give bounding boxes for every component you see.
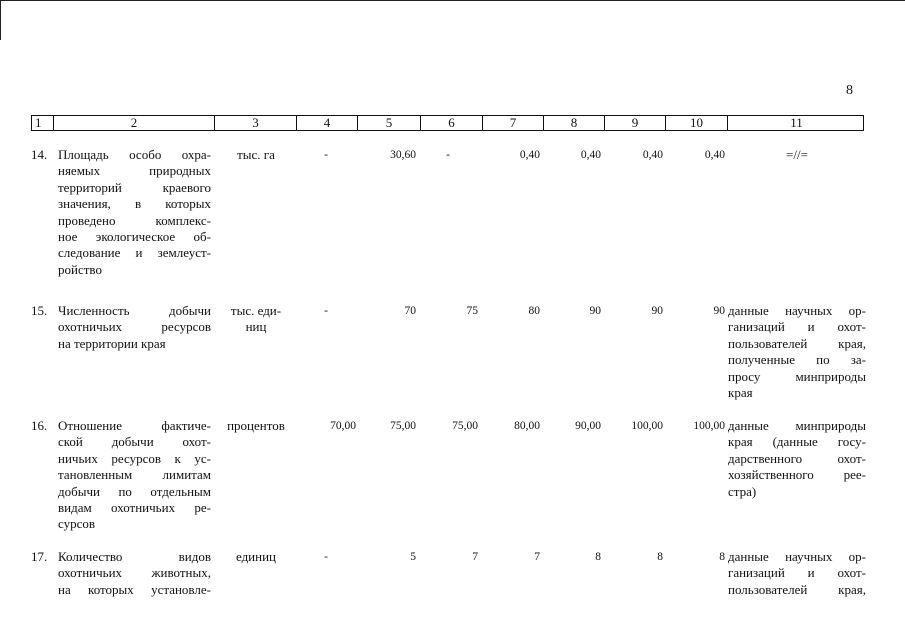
value-col-8: 90,00 bbox=[575, 420, 601, 432]
indicator-name-line: следование и землеуст- bbox=[58, 245, 211, 261]
unit-of-measure: тыс. га bbox=[237, 147, 275, 162]
value-col-9: 8 bbox=[657, 551, 663, 563]
indicator-name bbox=[58, 418, 211, 533]
data-source-line: края bbox=[728, 385, 753, 401]
indicator-name-line: ройство bbox=[58, 261, 102, 277]
indicator-name-line: ской добычи охот- bbox=[58, 434, 211, 450]
data-source-line: данные научных ор- bbox=[728, 549, 866, 564]
indicator-name-line: Численность добычи bbox=[58, 303, 211, 318]
value-col-10: 8 bbox=[719, 551, 725, 563]
value-col-9: 0,40 bbox=[642, 149, 663, 161]
indicator-name-line: сурсов bbox=[58, 516, 96, 532]
indicator-name bbox=[58, 147, 211, 278]
data-source-line: полученные по за- bbox=[728, 352, 866, 368]
data-source-line: края (данные госу- bbox=[728, 434, 866, 450]
data-source: =//= bbox=[786, 147, 808, 162]
column-header-7: 7 bbox=[483, 116, 544, 130]
data-source-line: стра) bbox=[728, 483, 757, 499]
indicator-name-line: ное экологическое об- bbox=[58, 229, 211, 245]
page-number: 8 bbox=[846, 83, 853, 98]
data-source-line: ганизаций и охот- bbox=[728, 319, 866, 335]
value-col-4: - bbox=[324, 551, 328, 563]
value-col-4: 70,00 bbox=[330, 420, 356, 432]
unit-of-measure: единиц bbox=[235, 549, 277, 564]
data-source-line: дарственного охот- bbox=[728, 450, 866, 466]
indicator-name-line: охотничьих животных, bbox=[58, 565, 211, 581]
value-col-6: - bbox=[446, 149, 450, 161]
indicator-name-line: территорий краевого bbox=[58, 179, 211, 195]
indicator-name bbox=[58, 303, 211, 352]
indicator-name bbox=[58, 549, 211, 598]
row-number: 15. bbox=[31, 303, 48, 318]
row-number: 16. bbox=[31, 418, 48, 433]
value-col-4: - bbox=[324, 149, 328, 161]
indicator-name-line: видам охотничьих ре- bbox=[58, 500, 211, 516]
column-number-header-row bbox=[31, 115, 864, 131]
indicator-name-line: проведено комплекс- bbox=[58, 212, 211, 228]
column-header-8: 8 bbox=[544, 116, 605, 130]
indicator-name-line: значения, в которых bbox=[58, 196, 211, 212]
indicator-name-line: Площадь особо охра- bbox=[58, 147, 211, 162]
value-col-9: 90 bbox=[651, 305, 663, 317]
value-col-5: 75,00 bbox=[390, 420, 416, 432]
data-source-line: просу минприроды bbox=[728, 368, 866, 384]
unit-of-measure: процентов bbox=[227, 418, 285, 433]
value-col-6: 75,00 bbox=[452, 420, 478, 432]
row-number: 14. bbox=[31, 147, 48, 162]
data-source bbox=[728, 418, 866, 500]
column-header-4: 4 bbox=[297, 116, 358, 130]
data-source-line: пользователей края, bbox=[728, 581, 866, 597]
indicator-name-line: охотничьих ресурсов bbox=[58, 319, 211, 335]
data-source-line: данные научных ор- bbox=[728, 303, 866, 318]
column-header-10: 10 bbox=[666, 116, 728, 130]
data-source-line: пользователей края, bbox=[728, 335, 866, 351]
value-col-5: 70 bbox=[404, 305, 416, 317]
value-col-7: 7 bbox=[534, 551, 540, 563]
value-col-7: 80,00 bbox=[514, 420, 540, 432]
value-col-8: 8 bbox=[595, 551, 601, 563]
page-edge-top bbox=[0, 0, 905, 1]
column-header-5: 5 bbox=[358, 116, 421, 130]
value-col-10: 90 bbox=[713, 305, 725, 317]
indicator-name-line: ничьих ресурсов к ус- bbox=[58, 450, 211, 466]
column-header-2: 2 bbox=[54, 116, 215, 130]
column-header-1: 1 bbox=[32, 116, 54, 130]
indicator-name-line: тановленным лимитам bbox=[58, 467, 211, 483]
indicator-name-line: няемых природных bbox=[58, 163, 211, 179]
row-number: 17. bbox=[31, 549, 48, 564]
value-col-7: 80 bbox=[528, 305, 540, 317]
data-source-line: данные минприроды bbox=[728, 418, 866, 433]
value-col-6: 75 bbox=[466, 305, 478, 317]
data-source bbox=[728, 549, 866, 598]
value-col-8: 90 bbox=[589, 305, 601, 317]
data-source bbox=[728, 303, 866, 401]
value-col-10: 0,40 bbox=[704, 149, 725, 161]
column-header-3: 3 bbox=[215, 116, 297, 130]
data-source-line: хозяйственного рее- bbox=[728, 467, 866, 483]
column-header-9: 9 bbox=[605, 116, 666, 130]
indicator-name-line: на которых установле- bbox=[58, 581, 211, 597]
value-col-6: 7 bbox=[472, 551, 478, 563]
indicator-name-line: Количество видов bbox=[58, 549, 211, 564]
value-col-4: - bbox=[324, 305, 328, 317]
value-col-10: 100,00 bbox=[693, 420, 725, 432]
page-edge-left bbox=[0, 0, 1, 40]
indicator-name-line: на территории края bbox=[58, 335, 166, 351]
unit-of-measure: тыс. еди- ниц bbox=[230, 303, 282, 335]
data-source-line: ганизаций и охот- bbox=[728, 565, 866, 581]
indicator-name-line: добычи по отдельным bbox=[58, 483, 211, 499]
value-col-7: 0,40 bbox=[519, 149, 540, 161]
column-header-6: 6 bbox=[421, 116, 483, 130]
value-col-9: 100,00 bbox=[631, 420, 663, 432]
value-col-5: 30,60 bbox=[390, 149, 416, 161]
indicator-name-line: Отношение фактиче- bbox=[58, 418, 211, 433]
value-col-5: 5 bbox=[410, 551, 416, 563]
value-col-8: 0,40 bbox=[580, 149, 601, 161]
column-header-11: 11 bbox=[790, 115, 803, 130]
